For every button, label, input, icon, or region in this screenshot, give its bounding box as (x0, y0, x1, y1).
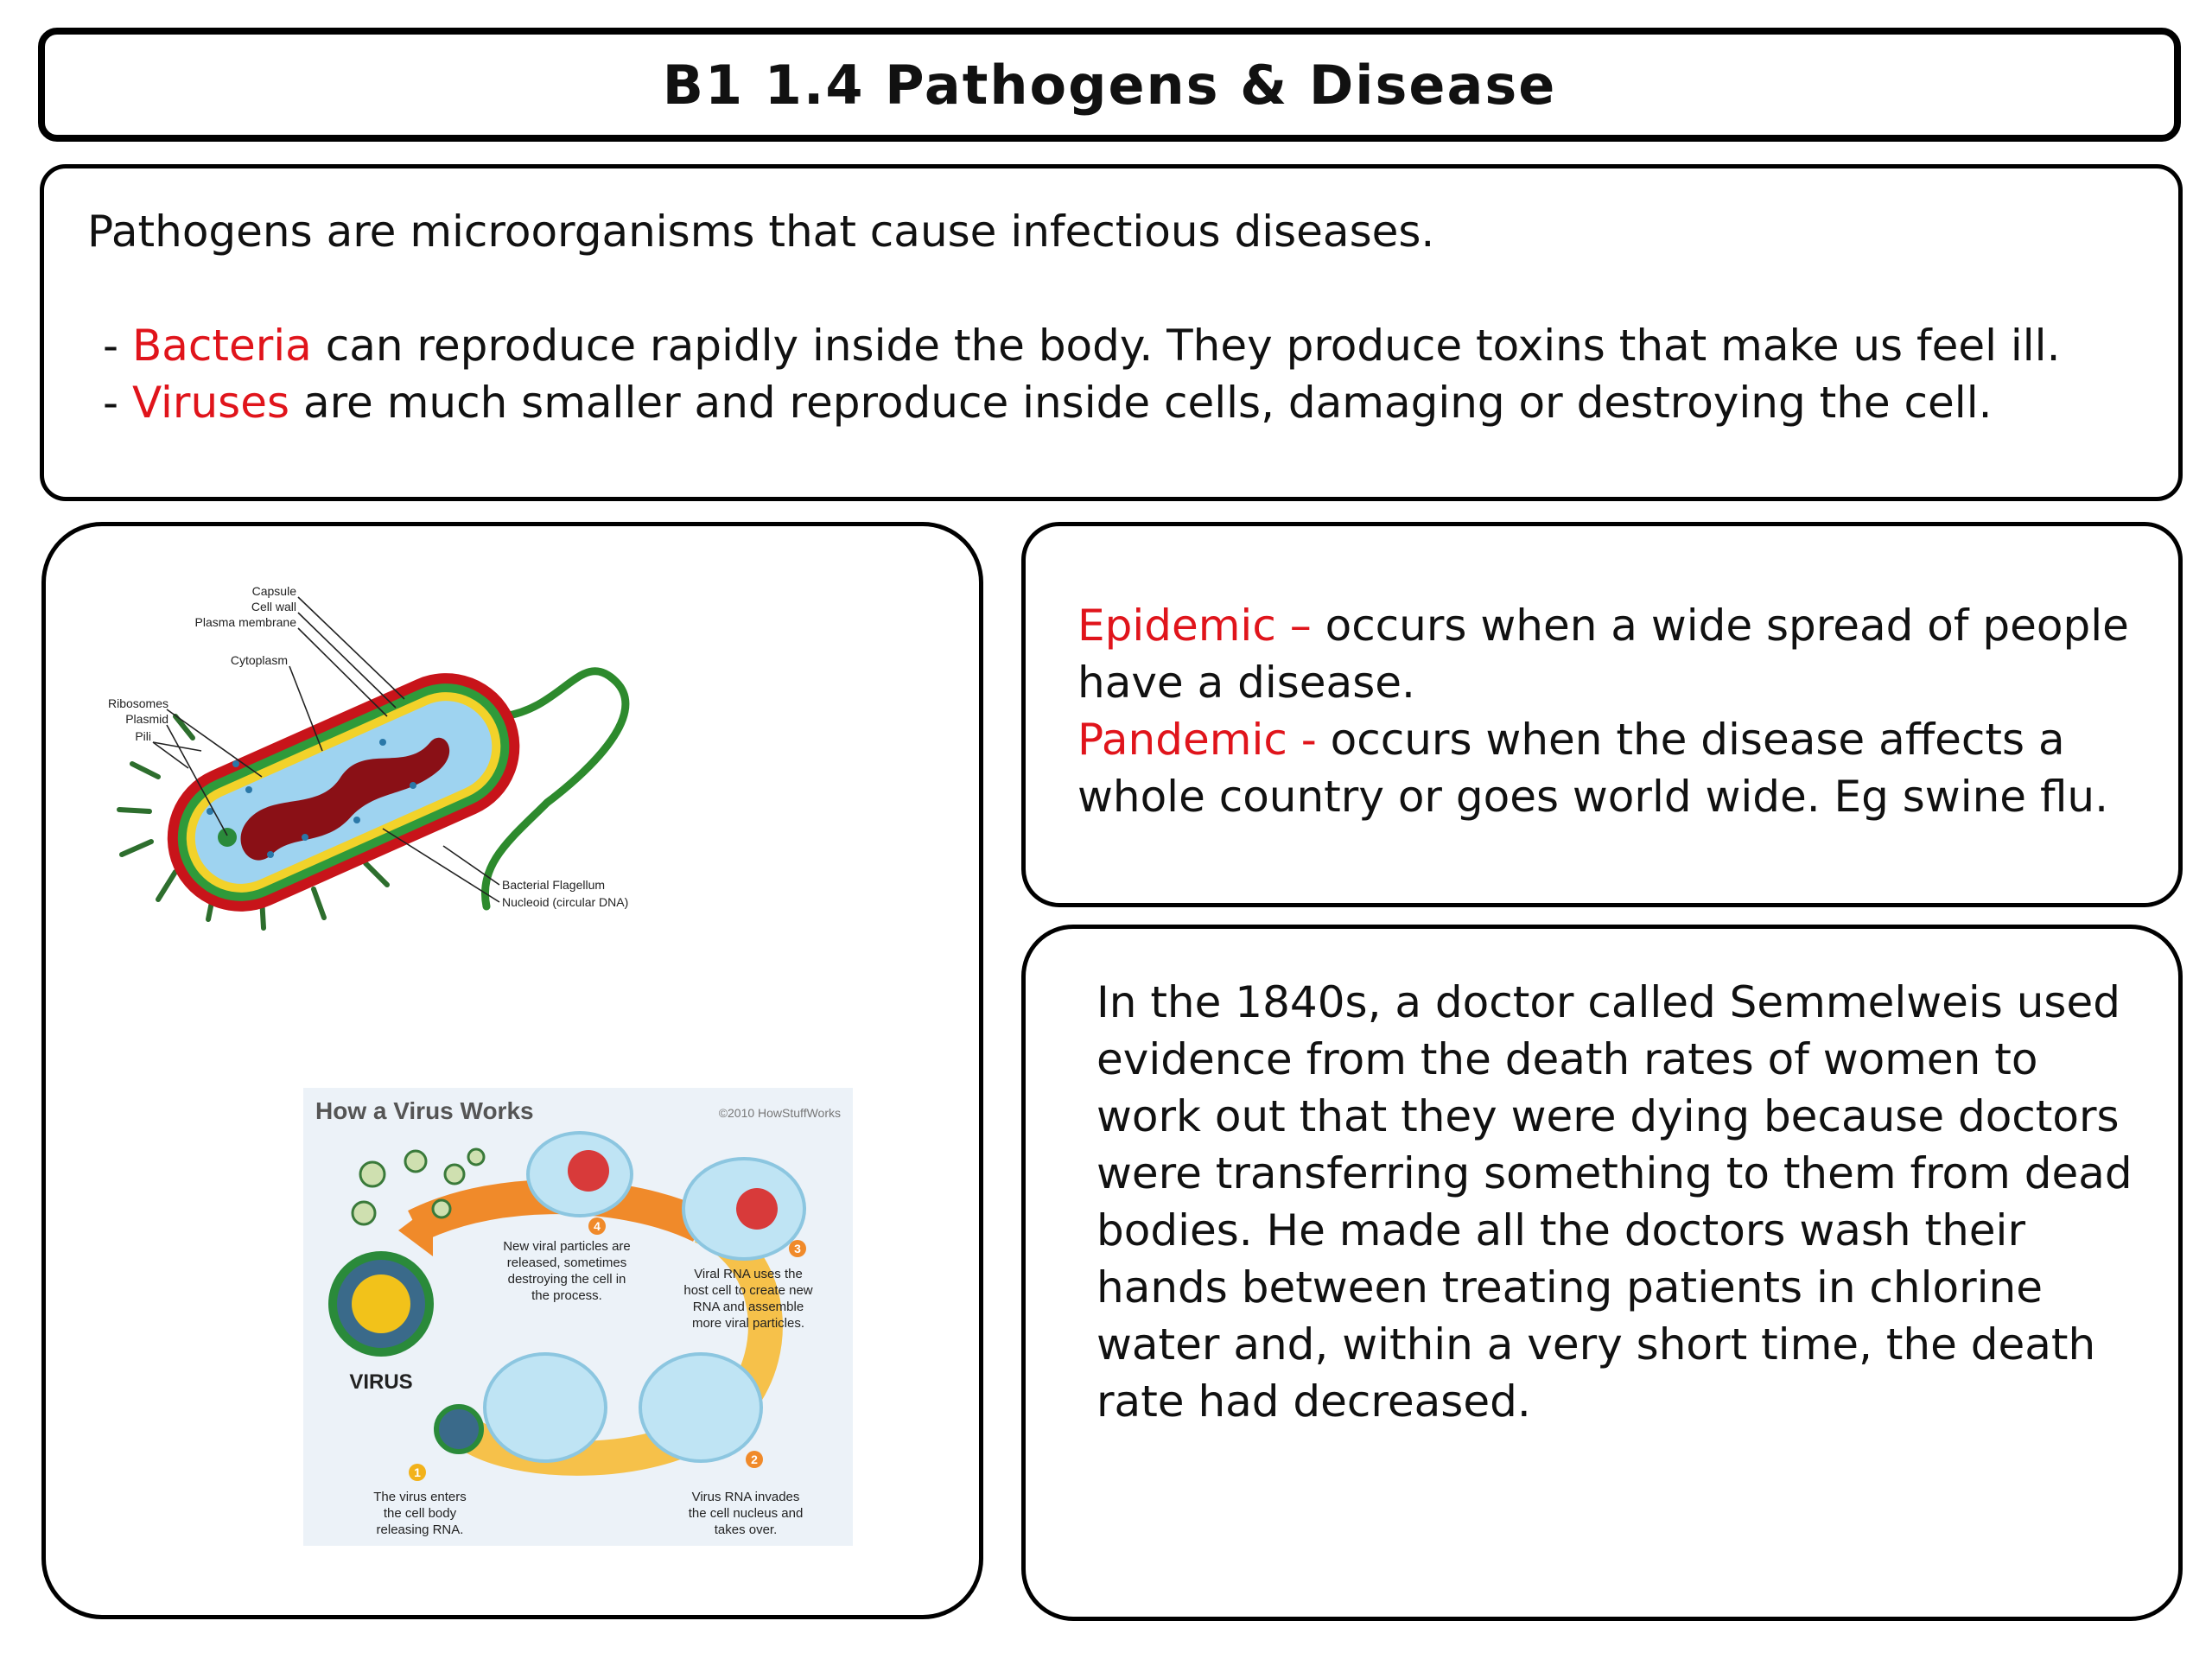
step-4-line: New viral particles are (503, 1239, 631, 1254)
step-2-line: the cell nucleus and (688, 1506, 804, 1521)
bacterium-diagram (98, 578, 651, 941)
step-4-line: released, sometimes (506, 1255, 627, 1270)
entering-virus (436, 1407, 481, 1452)
plasmid-label: Plasmid (125, 712, 168, 726)
ribosomes-label: Ribosomes (107, 696, 168, 710)
virus-core (352, 1274, 410, 1333)
host-cell-1 (485, 1354, 606, 1461)
step-2-line: takes over. (714, 1522, 778, 1537)
title-box (38, 28, 2181, 142)
step-1-line: the cell body (383, 1506, 457, 1521)
page-title: B1 1.4 Pathogens & Disease (662, 53, 1557, 117)
step-1-number: 1 (414, 1465, 421, 1479)
diagram-panel (41, 522, 983, 1619)
step-3-line: host cell to create new (683, 1283, 813, 1298)
step-4-line: the process. (531, 1288, 602, 1303)
viral-rna-knot (568, 1150, 609, 1192)
pandemic-term: Pandemic - (1077, 715, 1317, 765)
cytoplasm-label: Cytoplasm (230, 653, 288, 667)
nucleoid-label: Nucleoid (circular DNA) (502, 895, 629, 909)
bacteria-line (87, 317, 2135, 374)
step-4-line: destroying the cell in (507, 1272, 626, 1287)
viruses-term: Viruses (131, 378, 290, 428)
step-3-line: RNA and assemble (692, 1300, 804, 1314)
plasmid-shape (218, 828, 237, 847)
epidemic-definition (1077, 597, 2135, 711)
step-3-number: 3 (794, 1242, 801, 1255)
step-1-line: The virus enters (373, 1490, 467, 1504)
virus-diagram (303, 1088, 853, 1546)
bacteria-text: can reproduce rapidly inside the body. They produce toxins that make us feel ill. (311, 321, 2061, 371)
bacteria-term: Bacteria (131, 321, 312, 371)
step-2-line: Virus RNA invades (691, 1490, 800, 1504)
semmelweis-text: In the 1840s, a doctor called Semmelweis used evidence from the death rates of women to work out that they were dying because doctors were transferring something to them from dead bodies. He made all the doctors wash their hands between treating patients in chlorine water and, within a very short time, the death rate had decreased. (1096, 977, 2133, 1427)
viruses-text: are much smaller and reproduce inside cells, damaging or destroying the cell. (289, 378, 1993, 428)
step-1-line: releasing RNA. (376, 1522, 464, 1537)
host-cell-2 (640, 1354, 761, 1461)
pandemic-text: occurs when the disease affects a whole country or goes world wide. Eg swine flu. (1077, 715, 2109, 822)
intro-definition: Pathogens are microorganisms that cause infectious diseases. (87, 207, 1435, 257)
step-3-line: more viral particles. (691, 1316, 805, 1331)
flagellum-label: Bacterial Flagellum (502, 878, 606, 892)
pili-label: Pili (135, 729, 151, 743)
step-3-line: Viral RNA uses the (694, 1267, 803, 1281)
plasma-membrane-label: Plasma membrane (194, 615, 296, 629)
step-4-number: 4 (594, 1219, 601, 1233)
epidemic-term: Epidemic – (1077, 601, 1312, 651)
bullet-dash: - (103, 378, 132, 428)
step-2-number: 2 (751, 1452, 758, 1466)
viral-rna-knot (736, 1188, 778, 1230)
virus-label: VIRUS (349, 1370, 413, 1394)
bullet-dash: - (103, 321, 132, 371)
pandemic-definition (1077, 711, 2135, 825)
viruses-line (87, 374, 2135, 431)
cell-wall-label: Cell wall (251, 600, 296, 613)
virus-diagram-title: How a Virus Works (315, 1097, 534, 1124)
intro-box (40, 164, 2183, 501)
capsule-label: Capsule (251, 584, 296, 598)
virus-diagram-copyright: ©2010 HowStuffWorks (718, 1106, 841, 1120)
semmelweis-box (1021, 925, 2183, 1621)
epidemic-text: occurs when a wide spread of people have a disease. (1077, 601, 2129, 708)
epidemic-box (1021, 522, 2183, 907)
